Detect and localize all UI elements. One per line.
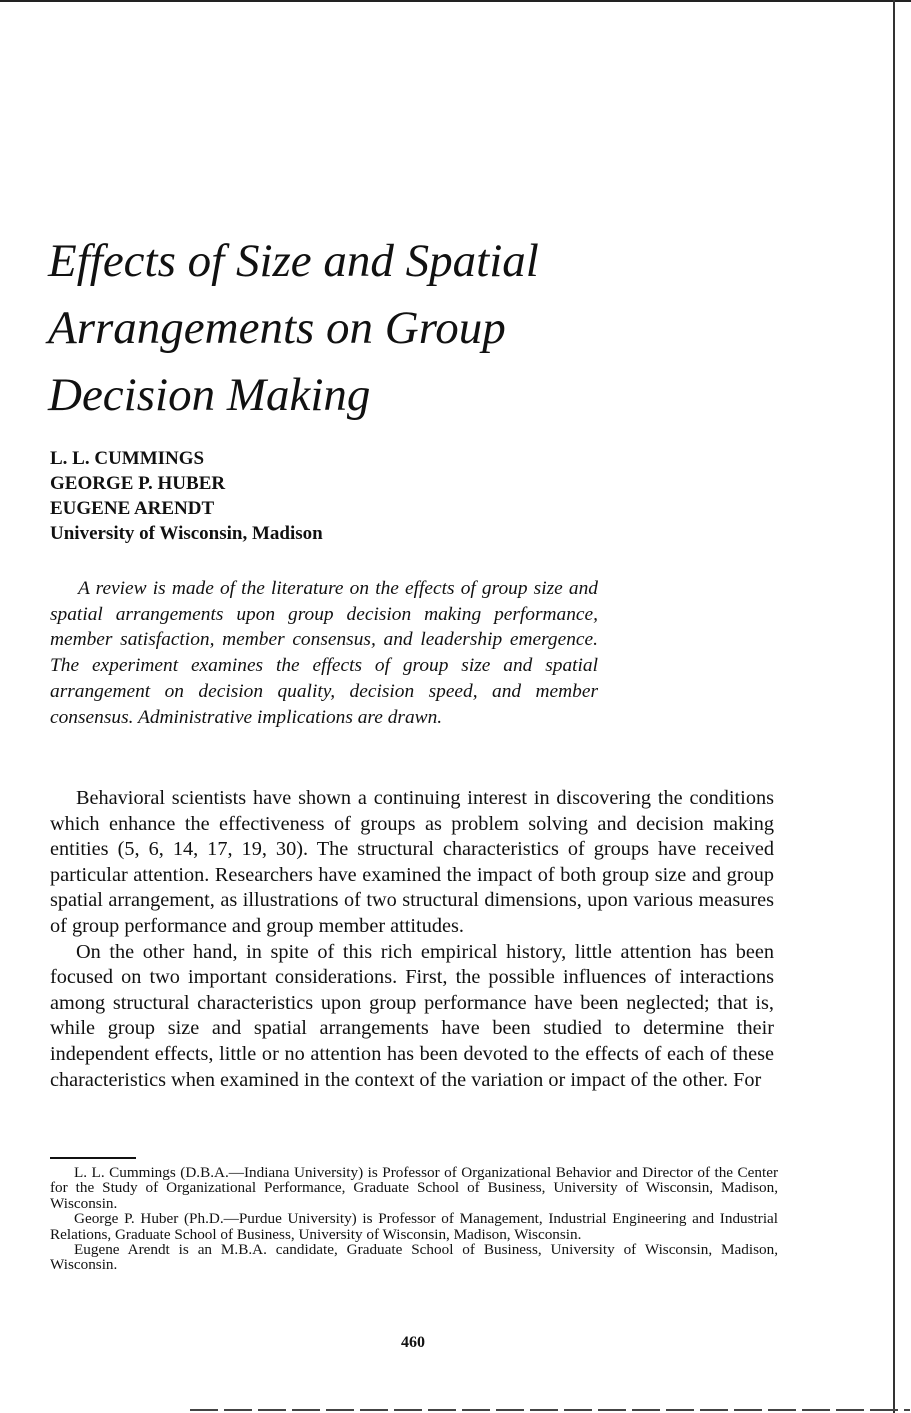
title-line: Effects of Size and Spatial	[48, 235, 539, 287]
footnote: L. L. Cummings (D.B.A.—Indiana University) is Professor of Organizational Behavior and Director of the Center for the Study of Organizational Performance, Graduate School of Business, University of Wisconsin, Madison, Wisconsin.	[50, 1164, 778, 1212]
author-name: GEORGE P. HUBER	[50, 473, 226, 494]
scan-edge-bottom	[190, 1409, 910, 1411]
title-line: Arrangements on Group	[48, 302, 506, 354]
scan-edge-right	[893, 0, 895, 1413]
abstract	[50, 576, 598, 730]
author-name: L. L. CUMMINGS	[50, 448, 205, 469]
footnote-divider	[50, 1157, 136, 1159]
title-line: Decision Making	[48, 369, 371, 421]
body-paragraph: Behavioral scientists have shown a continuing interest in discovering the conditions which enhance the effectiveness of groups as problem solving and decision making entities (5, 6, 14, 17, 19, 30). The structural characteristics of groups have received particular attention. Researchers have examined the impact of both group size and group spatial arrangement, as illustrations of two structural dimensions, upon various measures of group performance and group member attitudes.	[50, 787, 774, 937]
abstract-text: A review is made of the literature on the effects of group size and spatial arrangements upon group decision making performance, member satisfaction, member consensus, and leadership emergence. The experiment examines the effects of group size and spatial arrangement on decision quality, decision speed, and member consensus. Administrative implications are drawn.	[50, 578, 598, 728]
body-text	[50, 786, 774, 1093]
author-name: EUGENE ARENDT	[50, 498, 215, 519]
footnote: Eugene Arendt is an M.B.A. candidate, Graduate School of Business, University of Wisconsin, Madison, Wisconsin.	[50, 1241, 778, 1274]
scan-edge-top	[0, 0, 911, 2]
author-block	[50, 446, 323, 546]
body-paragraph: On the other hand, in spite of this rich empirical history, little attention has been focused on two important considerations. First, the possible influences of interactions among structural characteristics upon group performance have been neglected; that is, while group size and spatial arrangements have been studied to determine their independent effects, little or no attention has been devoted to the effects of each of these characteristics when examined in the context of the variation or impact of the other. For	[50, 940, 774, 1091]
author-affiliation: University of Wisconsin, Madison	[50, 523, 323, 544]
footnote: George P. Huber (Ph.D.—Purdue University) is Professor of Management, Industrial Engineering and Industrial Relations, Graduate School of Business, University of Wisconsin, Madison, Wisconsin.	[50, 1210, 778, 1243]
article-title	[48, 228, 668, 429]
footnotes	[50, 1165, 778, 1273]
page-number: 460	[401, 1334, 425, 1351]
